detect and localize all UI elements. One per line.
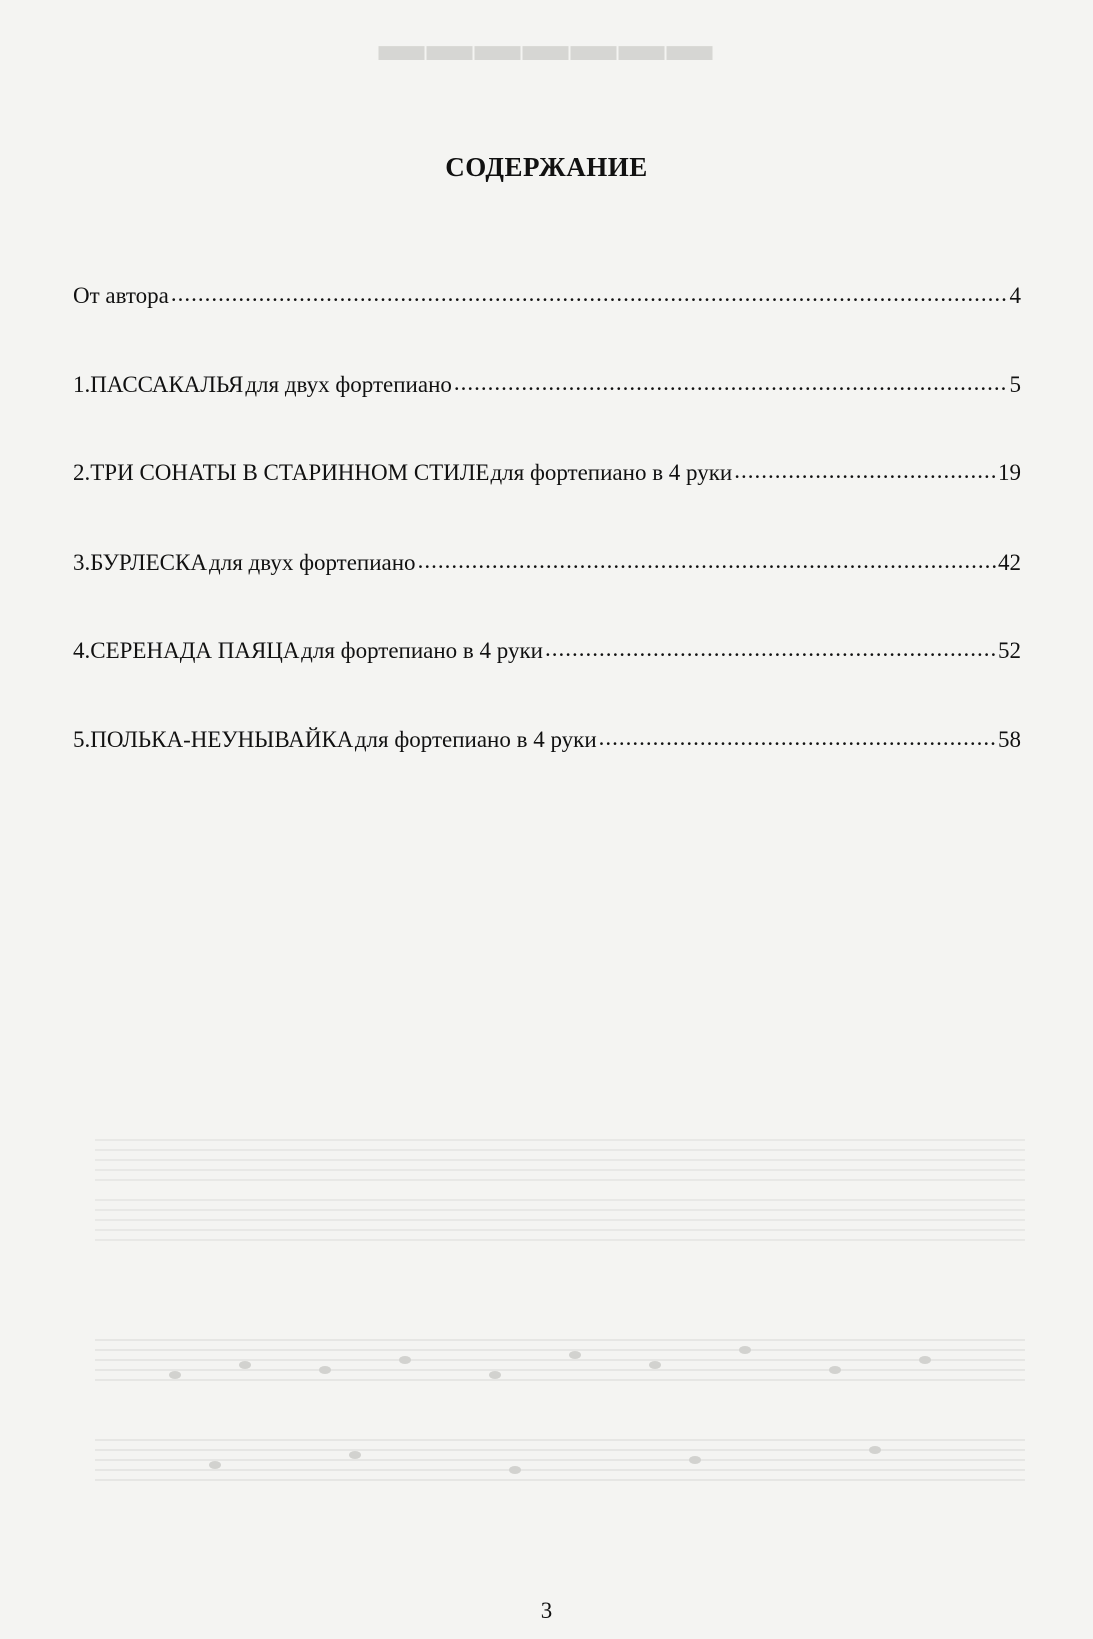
toc-entry-number: 2.: [73, 460, 91, 485]
toc-dot-leader: [545, 636, 996, 662]
toc-entry-page: 42: [998, 550, 1021, 575]
toc-entry-page: 58: [998, 727, 1021, 752]
bleed-through-heading: ▬▬▬▬▬▬▬: [378, 19, 715, 70]
toc-entry[interactable]: [73, 283, 1021, 309]
toc-entry-title: ПОЛЬКА-НЕУНЫВАЙКА: [90, 727, 354, 752]
toc-dot-leader: [734, 458, 996, 484]
toc-title: СОДЕРЖАНИЕ: [445, 152, 648, 182]
toc-entry-subtitle: для фортепиано в 4 руки: [354, 727, 597, 752]
toc-entry-title: ТРИ СОНАТЫ В СТАРИННОМ СТИЛЕ: [90, 460, 490, 485]
toc-dot-leader: [418, 548, 996, 574]
toc-entry-number: 5.: [73, 727, 91, 752]
toc-entry-title: СЕРЕНАДА ПАЯЦА: [90, 638, 300, 663]
toc-entry-subtitle: для фортепиано в 4 руки: [490, 460, 733, 485]
toc-entry-number: 4.: [73, 638, 91, 663]
toc-entry-title: ПАССАКАЛЬЯ: [90, 372, 244, 397]
toc-entry[interactable]: [73, 727, 1021, 753]
toc-dot-leader: [454, 370, 1008, 396]
toc-entry-subtitle: для фортепиано в 4 руки: [301, 638, 543, 663]
toc-entry-subtitle: для двух фортепиано: [209, 550, 416, 575]
toc-entry-number: 1.: [73, 372, 91, 397]
page-number: 3: [540, 1598, 553, 1623]
toc-entry-page: 5: [1009, 372, 1021, 397]
toc-entry-page: 52: [998, 638, 1021, 663]
toc-entry-number: 3.: [73, 550, 91, 575]
toc-entry-title: БУРЛЕСКА: [90, 550, 207, 575]
toc-entry[interactable]: [73, 372, 1021, 398]
toc-entry[interactable]: [73, 550, 1021, 576]
toc-entry-page: 4: [1009, 283, 1021, 308]
toc-entry[interactable]: [73, 460, 1021, 486]
toc-entry-page: 19: [998, 460, 1021, 485]
toc-entry-title: От автора: [73, 283, 169, 308]
toc-entry-subtitle: для двух фортепиано: [245, 372, 452, 397]
toc-dot-leader: [599, 725, 996, 751]
toc-entry[interactable]: [73, 638, 1021, 664]
toc-dot-leader: [171, 281, 1008, 307]
